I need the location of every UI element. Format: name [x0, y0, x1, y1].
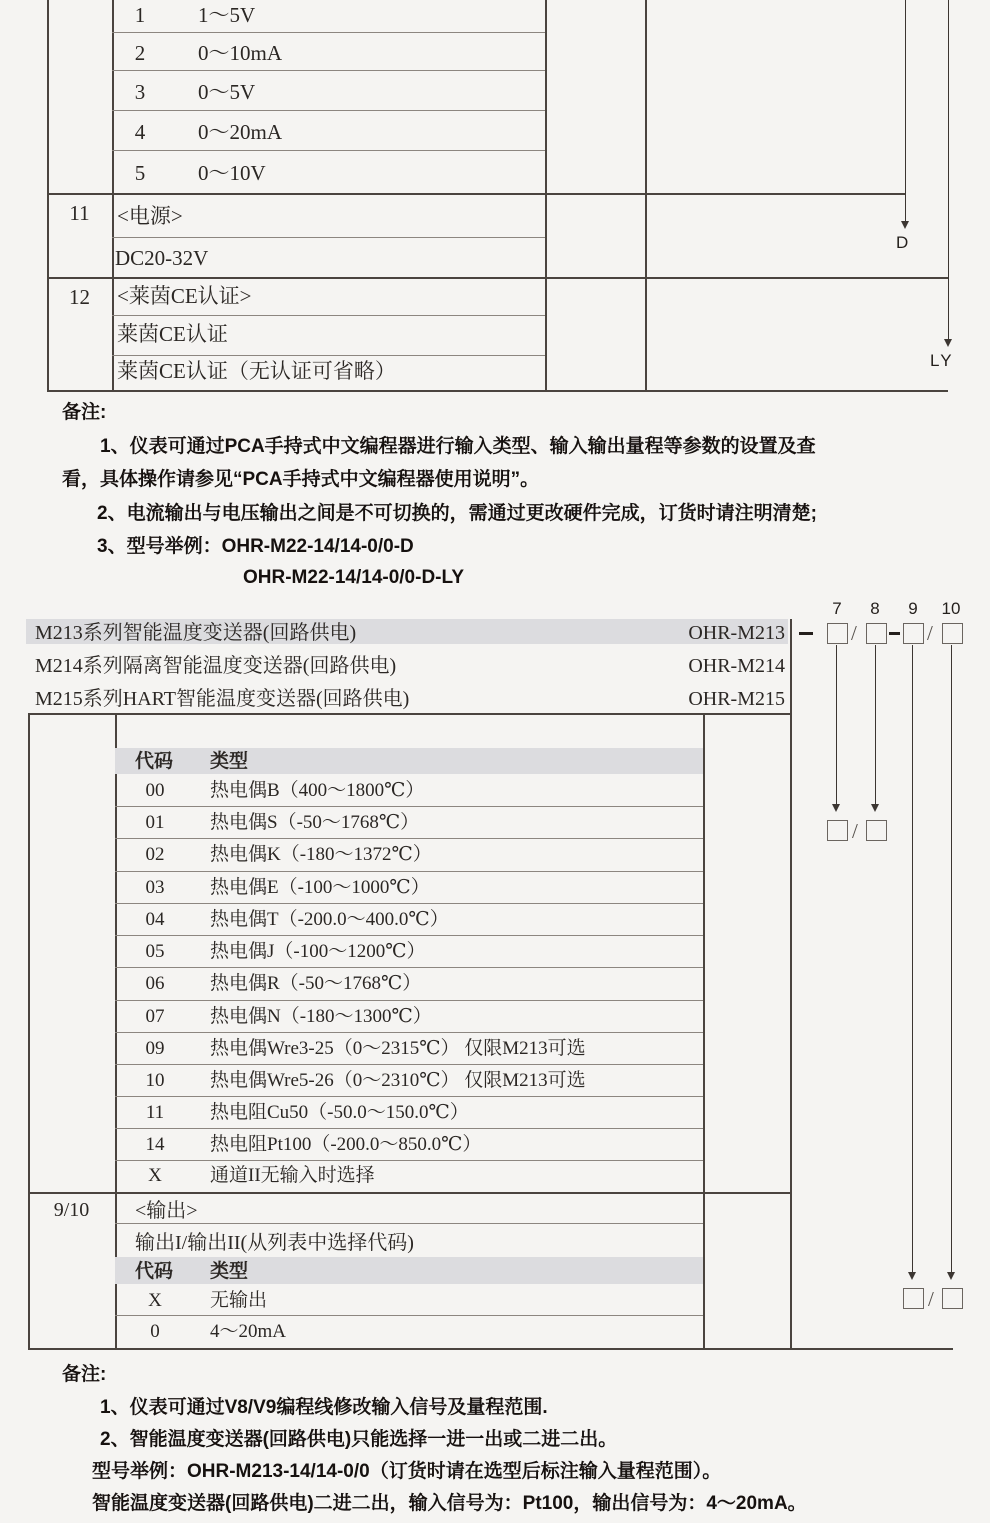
output-row-code: 0	[150, 1321, 160, 1342]
option-code: 3	[134, 80, 146, 104]
row-number: 12	[69, 285, 90, 309]
col-header-code: 代码	[135, 1261, 174, 1282]
input-row-code: 09	[145, 1038, 165, 1059]
arrowhead-down-icon	[908, 1272, 916, 1280]
arrow-line-pos9	[912, 645, 913, 1273]
row-separator	[115, 1032, 703, 1033]
row-separator	[115, 1223, 703, 1224]
arrow-line-pos10	[951, 645, 952, 1273]
output-code-box-10	[942, 1288, 963, 1309]
input-code-box-7	[827, 820, 848, 841]
row-separator	[115, 935, 703, 936]
series-code: OHR-M214	[688, 655, 785, 677]
row-separator	[112, 315, 545, 316]
row-separator	[112, 355, 545, 356]
note-line: 型号举例：OHR-M213-14/14-0/0（订货时请在选型后标注输入量程范围）。	[92, 1461, 722, 1482]
top-table-numcol-divider	[112, 0, 114, 391]
arrow-line-pos8	[875, 645, 876, 805]
option-value: 0～20mA	[198, 120, 282, 144]
output-header: <输出>	[135, 1200, 198, 1222]
input-row-type: 热电偶B（400～1800℃）	[210, 780, 425, 801]
input-row-type: 热电阻Cu50（-50.0～150.0℃）	[210, 1102, 469, 1123]
row12-header: <莱茵CE认证>	[117, 284, 252, 308]
position-number-10: 10	[941, 599, 961, 618]
arrowhead-down-icon	[944, 339, 952, 347]
series-name: M213系列智能温度变送器(回路供电)	[35, 622, 357, 644]
col-header-type: 类型	[210, 751, 249, 772]
arrowhead-down-icon	[901, 221, 909, 229]
option-code: 5	[134, 161, 146, 185]
input-row-code: 03	[145, 877, 165, 898]
position-number-8: 8	[870, 599, 880, 618]
note-line: 3、型号举例：OHR-M22-14/14-0/0-D	[97, 536, 414, 557]
row-separator	[112, 70, 545, 71]
option-value: 1～5V	[198, 3, 256, 27]
input-row-type: 热电偶E（-100～1000℃）	[210, 877, 430, 898]
output-block-number: 9/10	[53, 1199, 90, 1221]
code-box-9	[903, 623, 924, 644]
code-box-7	[827, 623, 848, 644]
table-left-border	[28, 713, 30, 1349]
row-separator	[115, 1000, 703, 1001]
input-row-type: 通道II无输入时选择	[210, 1165, 375, 1186]
input-table-header-bar	[115, 748, 703, 774]
row12-option1: 莱茵CE认证	[117, 322, 228, 346]
input-row-code: 11	[145, 1102, 165, 1123]
note-line: 2、智能温度变送器(回路供电)只能选择一进一出或二进二出。	[100, 1429, 618, 1450]
note-line: OHR-M22-14/14-0/0-D-LY	[243, 567, 465, 588]
input-row-code: 02	[145, 844, 165, 865]
row-separator	[115, 806, 703, 807]
input-row-code: 06	[145, 973, 165, 994]
dash-separator	[889, 632, 900, 635]
notes-title: 备注:	[62, 1364, 107, 1385]
row-separator	[115, 903, 703, 904]
input-row-type: 热电阻Pt100（-200.0～850.0℃）	[210, 1134, 482, 1155]
note-line: 2、电流输出与电压输出之间是不可切换的，需通过更改硬件完成，订货时请注明清楚;	[97, 503, 817, 524]
input-row-code: 05	[145, 941, 165, 962]
block-boundary	[47, 193, 905, 195]
row11-value: DC20-32V	[115, 246, 209, 270]
output-table-header-bar	[115, 1257, 703, 1284]
row-number: 11	[69, 201, 90, 225]
position-number-9: 9	[908, 599, 918, 618]
option-value: 0～5V	[198, 80, 256, 104]
input-code-box-8	[866, 820, 887, 841]
input-row-code: 10	[145, 1070, 165, 1091]
series-name: M215系列HART智能温度变送器(回路供电)	[35, 688, 410, 710]
table-top-border	[28, 713, 790, 715]
arrow-line-pos7	[836, 645, 837, 805]
note-line: 1、仪表可通过V8/V9编程线修改输入信号及量程范围.	[100, 1397, 548, 1418]
row-separator	[115, 967, 703, 968]
position-number-7: 7	[832, 599, 842, 618]
slash-separator: /	[851, 621, 857, 645]
arrowhead-down-icon	[871, 804, 879, 812]
top-table-left-border	[47, 0, 49, 391]
row11-header: <电源>	[117, 204, 183, 228]
row-separator	[115, 1128, 703, 1129]
row-separator	[115, 1160, 703, 1161]
numcol-divider	[115, 713, 117, 1349]
note-line: 1、仪表可通过PCA手持式中文编程器进行输入类型、输入输出量程等参数的设置及查	[100, 436, 816, 457]
row-separator	[112, 32, 545, 33]
dash-separator	[799, 632, 813, 635]
top-table-bottom-border	[47, 390, 948, 392]
input-row-type: 热电偶J（-100～1200℃）	[210, 941, 426, 962]
code-label-d: D	[896, 233, 909, 252]
code-box-10	[942, 623, 963, 644]
row-separator	[115, 1315, 703, 1316]
input-row-code: 00	[145, 780, 165, 801]
note-line: 智能温度变送器(回路供电)二进二出，输入信号为：Pt100，输出信号为：4～20mA。	[92, 1493, 807, 1514]
input-row-code: X	[148, 1165, 162, 1186]
table-bottom-border	[28, 1348, 953, 1350]
code-box-8	[866, 623, 887, 644]
output-row-type: 4～20mA	[210, 1321, 287, 1342]
top-table-col3-divider	[645, 0, 647, 391]
row-separator	[112, 150, 545, 151]
slash-separator: /	[928, 1287, 934, 1311]
input-row-type: 热电偶Wre3-25（0～2315℃） 仅限M213可选	[210, 1038, 586, 1059]
row-separator	[115, 1096, 703, 1097]
option-value: 0～10mA	[198, 41, 282, 65]
arrowhead-down-icon	[947, 1272, 955, 1280]
row12-option2: 莱茵CE认证（无认证可省略）	[117, 359, 396, 383]
output-row-type: 无输出	[210, 1290, 268, 1311]
output-subheader: 输出I/输出II(从列表中选择代码)	[135, 1232, 414, 1254]
option-code: 4	[134, 120, 146, 144]
table-right-border	[790, 619, 792, 1349]
arrowhead-down-icon	[832, 804, 840, 812]
notes-title: 备注:	[62, 402, 107, 423]
output-row-code: X	[148, 1290, 162, 1311]
input-row-type: 热电偶S（-50～1768℃）	[210, 812, 420, 833]
input-row-code: 14	[145, 1134, 165, 1155]
block-boundary	[28, 1192, 790, 1194]
series-code: OHR-M213	[688, 622, 785, 644]
slash-separator: /	[852, 819, 858, 843]
row-separator	[112, 237, 545, 238]
arrow-line-d	[905, 0, 906, 222]
input-row-type: 热电偶Wre5-26（0～2310℃） 仅限M213可选	[210, 1070, 586, 1091]
block-boundary	[47, 277, 948, 279]
arrow-line-ly	[948, 0, 949, 340]
input-row-type: 热电偶R（-50～1768℃）	[210, 973, 422, 994]
output-code-box-9	[903, 1288, 924, 1309]
row-separator	[112, 110, 545, 111]
input-row-type: 热电偶N（-180～1300℃）	[210, 1006, 432, 1027]
code-label-ly: LY	[930, 351, 954, 370]
series-name: M214系列隔离智能温度变送器(回路供电)	[35, 655, 397, 677]
input-row-type: 热电偶K（-180～1372℃）	[210, 844, 432, 865]
option-code: 2	[134, 41, 146, 65]
input-row-code: 04	[145, 909, 165, 930]
row-separator	[115, 871, 703, 872]
series-code: OHR-M215	[688, 688, 785, 710]
inner-table-right-border	[703, 713, 705, 1349]
note-line: 看，具体操作请参见“PCA手持式中文编程器使用说明”。	[62, 469, 540, 490]
input-row-code: 07	[145, 1006, 165, 1027]
option-value: 0～10V	[198, 161, 266, 185]
option-code: 1	[134, 3, 146, 27]
row-separator	[115, 838, 703, 839]
col-header-code: 代码	[135, 751, 174, 772]
row-separator	[115, 1064, 703, 1065]
input-row-type: 热电偶T（-200.0～400.0℃）	[210, 909, 449, 930]
col-header-type: 类型	[210, 1261, 249, 1282]
top-table-col2-divider	[545, 0, 547, 391]
input-row-code: 01	[145, 812, 165, 833]
slash-separator: /	[927, 621, 933, 645]
